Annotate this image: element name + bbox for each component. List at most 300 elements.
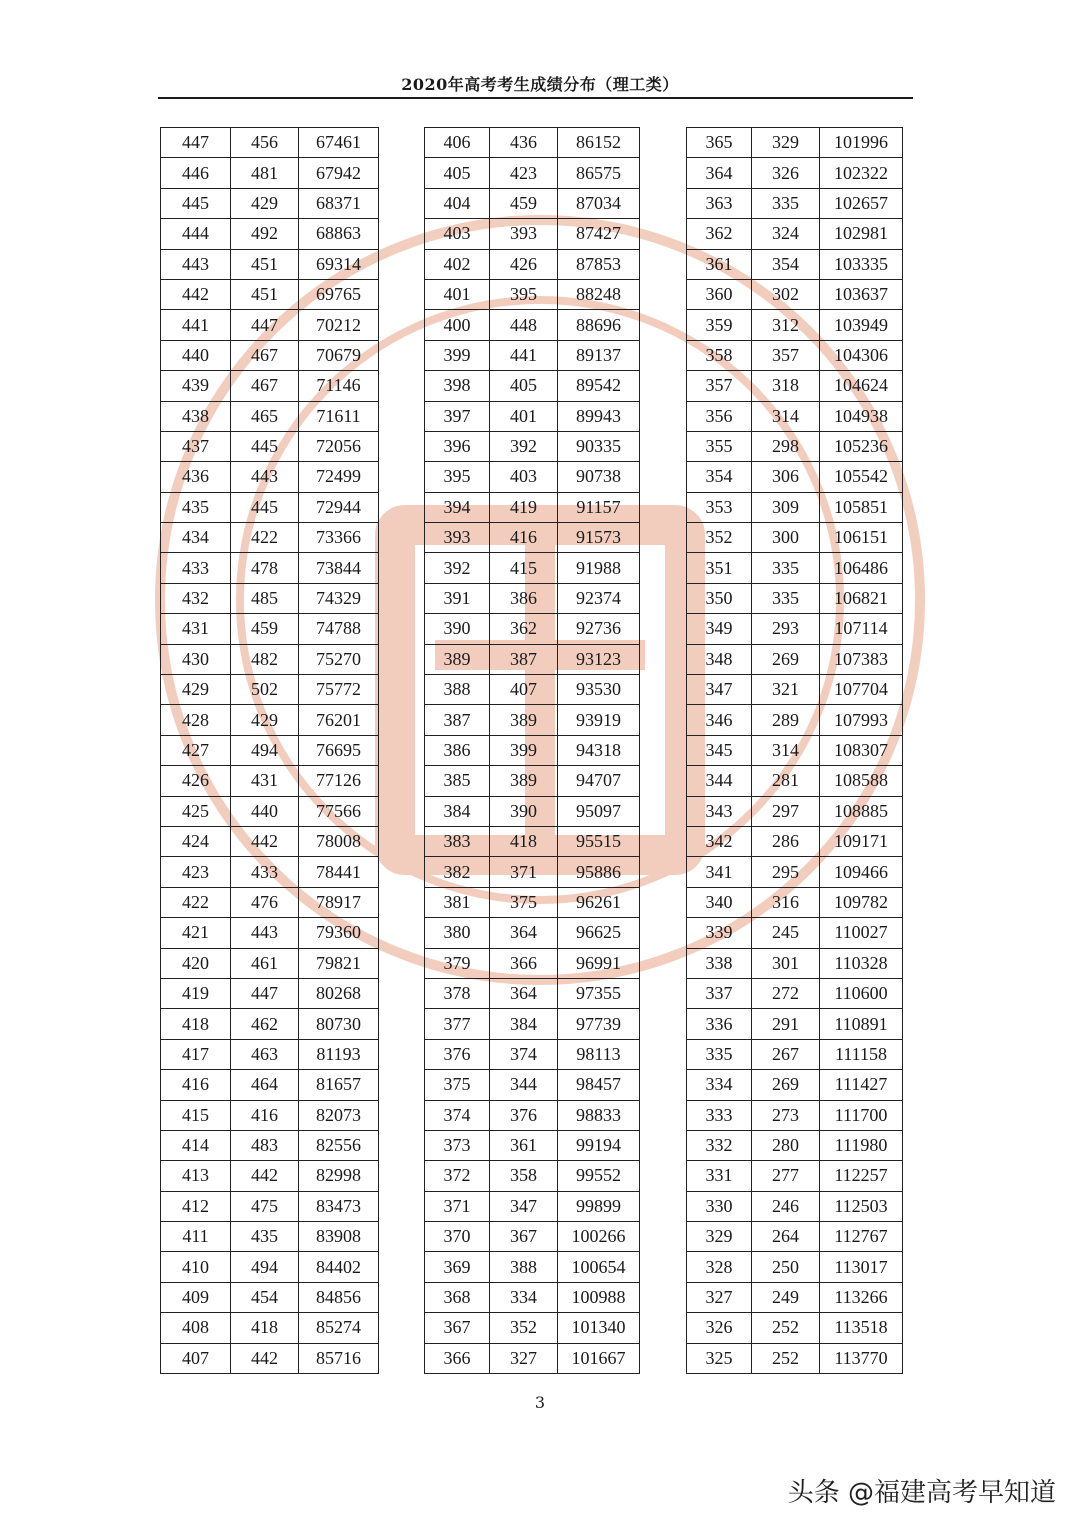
- cumulative-cell: 74788: [299, 614, 379, 644]
- count-cell: 433: [231, 857, 299, 887]
- cumulative-cell: 84402: [299, 1252, 379, 1282]
- cumulative-cell: 69314: [299, 249, 379, 279]
- count-cell: 267: [752, 1039, 820, 1069]
- score-cell: 410: [161, 1252, 231, 1282]
- cumulative-cell: 72944: [299, 492, 379, 522]
- table-row: [161, 1222, 379, 1252]
- cumulative-cell: 76201: [299, 705, 379, 735]
- count-cell: 429: [231, 705, 299, 735]
- count-cell: 415: [490, 553, 558, 583]
- cumulative-cell: 104306: [820, 340, 903, 370]
- count-cell: 295: [752, 857, 820, 887]
- cumulative-cell: 106821: [820, 583, 903, 613]
- cumulative-cell: 101667: [558, 1343, 640, 1373]
- count-cell: 416: [231, 1100, 299, 1130]
- score-cell: 418: [161, 1009, 231, 1039]
- cumulative-cell: 113017: [820, 1252, 903, 1282]
- score-cell: 383: [425, 826, 490, 856]
- count-cell: 443: [231, 462, 299, 492]
- count-cell: 344: [490, 1070, 558, 1100]
- table-row: [425, 1070, 640, 1100]
- score-cell: 426: [161, 766, 231, 796]
- cumulative-cell: 110328: [820, 948, 903, 978]
- score-cell: 381: [425, 887, 490, 917]
- table-row: [161, 1100, 379, 1130]
- table-row: [161, 249, 379, 279]
- score-cell: 390: [425, 614, 490, 644]
- page-title: 2020年高考考生成绩分布（理工类）: [401, 75, 679, 94]
- table-row: [161, 279, 379, 309]
- score-cell: 442: [161, 279, 231, 309]
- score-table-1: [160, 127, 379, 1374]
- cumulative-cell: 69765: [299, 279, 379, 309]
- table-row: [161, 766, 379, 796]
- score-cell: 405: [425, 158, 490, 188]
- table-row: [425, 310, 640, 340]
- count-cell: 481: [231, 158, 299, 188]
- score-cell: 350: [687, 583, 752, 613]
- table-row: [161, 675, 379, 705]
- cumulative-cell: 70212: [299, 310, 379, 340]
- score-cell: 342: [687, 826, 752, 856]
- cumulative-cell: 94318: [558, 735, 640, 765]
- table-row: [425, 675, 640, 705]
- table-row: [161, 826, 379, 856]
- count-cell: 418: [231, 1313, 299, 1343]
- score-cell: 334: [687, 1070, 752, 1100]
- cumulative-cell: 72056: [299, 431, 379, 461]
- table-row: [687, 462, 903, 492]
- score-cell: 328: [687, 1252, 752, 1282]
- table-row: [687, 128, 903, 158]
- count-cell: 502: [231, 675, 299, 705]
- cumulative-cell: 108588: [820, 766, 903, 796]
- cumulative-cell: 112257: [820, 1161, 903, 1191]
- table-row: [687, 948, 903, 978]
- count-cell: 309: [752, 492, 820, 522]
- cumulative-cell: 111980: [820, 1130, 903, 1160]
- cumulative-cell: 110891: [820, 1009, 903, 1039]
- cumulative-cell: 99552: [558, 1161, 640, 1191]
- count-cell: 281: [752, 766, 820, 796]
- count-cell: 401: [490, 401, 558, 431]
- table-row: [687, 219, 903, 249]
- cumulative-cell: 108885: [820, 796, 903, 826]
- count-cell: 465: [231, 401, 299, 431]
- cumulative-cell: 68863: [299, 219, 379, 249]
- score-cell: 429: [161, 675, 231, 705]
- score-cell: 391: [425, 583, 490, 613]
- table-row: [161, 735, 379, 765]
- count-cell: 478: [231, 553, 299, 583]
- score-cell: 330: [687, 1191, 752, 1221]
- cumulative-cell: 98833: [558, 1100, 640, 1130]
- cumulative-cell: 81657: [299, 1070, 379, 1100]
- count-cell: 384: [490, 1009, 558, 1039]
- score-cell: 364: [687, 158, 752, 188]
- count-cell: 318: [752, 371, 820, 401]
- cumulative-cell: 72499: [299, 462, 379, 492]
- table-row: [161, 1130, 379, 1160]
- count-cell: 354: [752, 249, 820, 279]
- cumulative-cell: 113266: [820, 1282, 903, 1312]
- table-row: [425, 249, 640, 279]
- cumulative-cell: 86152: [558, 128, 640, 158]
- table-row: [687, 1100, 903, 1130]
- score-cell: 372: [425, 1161, 490, 1191]
- count-cell: 429: [231, 188, 299, 218]
- count-cell: 286: [752, 826, 820, 856]
- cumulative-cell: 83908: [299, 1222, 379, 1252]
- table-row: [161, 1282, 379, 1312]
- score-cell: 339: [687, 918, 752, 948]
- cumulative-cell: 71611: [299, 401, 379, 431]
- table-row: [425, 1130, 640, 1160]
- count-cell: 422: [231, 523, 299, 553]
- cumulative-cell: 99194: [558, 1130, 640, 1160]
- table-row: [425, 1282, 640, 1312]
- count-cell: 298: [752, 431, 820, 461]
- table-row: [161, 553, 379, 583]
- score-cell: 326: [687, 1313, 752, 1343]
- score-cell: 394: [425, 492, 490, 522]
- count-cell: 454: [231, 1282, 299, 1312]
- cumulative-cell: 67942: [299, 158, 379, 188]
- table-row: [687, 523, 903, 553]
- score-cell: 336: [687, 1009, 752, 1039]
- score-cell: 411: [161, 1222, 231, 1252]
- count-cell: 442: [231, 826, 299, 856]
- count-cell: 445: [231, 431, 299, 461]
- count-cell: 494: [231, 1252, 299, 1282]
- cumulative-cell: 87034: [558, 188, 640, 218]
- cumulative-cell: 92374: [558, 583, 640, 613]
- cumulative-cell: 112767: [820, 1222, 903, 1252]
- score-cell: 437: [161, 431, 231, 461]
- score-cell: 389: [425, 644, 490, 674]
- table-row: [687, 766, 903, 796]
- score-cell: 335: [687, 1039, 752, 1069]
- score-cell: 331: [687, 1161, 752, 1191]
- table-row: [161, 1313, 379, 1343]
- count-cell: 399: [490, 735, 558, 765]
- score-cell: 343: [687, 796, 752, 826]
- score-cell: 413: [161, 1161, 231, 1191]
- count-cell: 464: [231, 1070, 299, 1100]
- header-divider: [158, 97, 913, 99]
- source-credit: 头条 @福建高考早知道: [787, 1478, 1056, 1508]
- score-cell: 376: [425, 1039, 490, 1069]
- cumulative-cell: 91157: [558, 492, 640, 522]
- cumulative-cell: 109466: [820, 857, 903, 887]
- table-row: [687, 1343, 903, 1373]
- score-cell: 412: [161, 1191, 231, 1221]
- score-cell: 392: [425, 553, 490, 583]
- count-cell: 403: [490, 462, 558, 492]
- cumulative-cell: 73366: [299, 523, 379, 553]
- score-cell: 431: [161, 614, 231, 644]
- count-cell: 273: [752, 1100, 820, 1130]
- cumulative-cell: 97355: [558, 978, 640, 1008]
- cumulative-cell: 81193: [299, 1039, 379, 1069]
- table-row: [425, 219, 640, 249]
- cumulative-cell: 73844: [299, 553, 379, 583]
- count-cell: 423: [490, 158, 558, 188]
- cumulative-cell: 89137: [558, 340, 640, 370]
- score-cell: 434: [161, 523, 231, 553]
- count-cell: 485: [231, 583, 299, 613]
- count-cell: 358: [490, 1161, 558, 1191]
- cumulative-cell: 96625: [558, 918, 640, 948]
- cumulative-cell: 98113: [558, 1039, 640, 1069]
- score-cell: 371: [425, 1191, 490, 1221]
- cumulative-cell: 107993: [820, 705, 903, 735]
- cumulative-cell: 97739: [558, 1009, 640, 1039]
- table-row: [687, 1130, 903, 1160]
- score-cell: 351: [687, 553, 752, 583]
- count-cell: 461: [231, 948, 299, 978]
- table-row: [425, 401, 640, 431]
- cumulative-cell: 96261: [558, 887, 640, 917]
- cumulative-cell: 104624: [820, 371, 903, 401]
- score-cell: 325: [687, 1343, 752, 1373]
- table-row: [687, 553, 903, 583]
- score-cell: 428: [161, 705, 231, 735]
- count-cell: 329: [752, 128, 820, 158]
- table-row: [687, 735, 903, 765]
- count-cell: 314: [752, 401, 820, 431]
- cumulative-cell: 107704: [820, 675, 903, 705]
- cumulative-cell: 78441: [299, 857, 379, 887]
- score-cell: 332: [687, 1130, 752, 1160]
- table-row: [687, 1039, 903, 1069]
- count-cell: 335: [752, 553, 820, 583]
- count-cell: 371: [490, 857, 558, 887]
- table-row: [425, 1313, 640, 1343]
- cumulative-cell: 76695: [299, 735, 379, 765]
- cumulative-cell: 101996: [820, 128, 903, 158]
- score-cell: 435: [161, 492, 231, 522]
- cumulative-cell: 98457: [558, 1070, 640, 1100]
- cumulative-cell: 84856: [299, 1282, 379, 1312]
- score-cell: 432: [161, 583, 231, 613]
- count-cell: 366: [490, 948, 558, 978]
- score-cell: 387: [425, 705, 490, 735]
- score-cell: 396: [425, 431, 490, 461]
- table-row: [425, 1161, 640, 1191]
- count-cell: 475: [231, 1191, 299, 1221]
- cumulative-cell: 95097: [558, 796, 640, 826]
- score-cell: 393: [425, 523, 490, 553]
- table-row: [425, 1191, 640, 1221]
- table-row: [425, 583, 640, 613]
- table-row: [425, 735, 640, 765]
- table-row: [425, 766, 640, 796]
- count-cell: 418: [490, 826, 558, 856]
- table-row: [687, 249, 903, 279]
- cumulative-cell: 100266: [558, 1222, 640, 1252]
- score-cell: 379: [425, 948, 490, 978]
- cumulative-cell: 105236: [820, 431, 903, 461]
- count-cell: 327: [490, 1343, 558, 1373]
- table-row: [161, 158, 379, 188]
- table-row: [425, 553, 640, 583]
- table-row: [425, 887, 640, 917]
- table-row: [425, 188, 640, 218]
- score-cell: 419: [161, 978, 231, 1008]
- count-cell: 272: [752, 978, 820, 1008]
- score-cell: 407: [161, 1343, 231, 1373]
- cumulative-cell: 106486: [820, 553, 903, 583]
- table-row: [687, 887, 903, 917]
- cumulative-cell: 100988: [558, 1282, 640, 1312]
- score-cell: 402: [425, 249, 490, 279]
- table-row: [687, 796, 903, 826]
- count-cell: 467: [231, 340, 299, 370]
- score-cell: 409: [161, 1282, 231, 1312]
- score-cell: 344: [687, 766, 752, 796]
- score-cell: 385: [425, 766, 490, 796]
- score-cell: 424: [161, 826, 231, 856]
- table-row: [161, 1161, 379, 1191]
- count-cell: 280: [752, 1130, 820, 1160]
- table-row: [687, 371, 903, 401]
- count-cell: 405: [490, 371, 558, 401]
- score-cell: 363: [687, 188, 752, 218]
- count-cell: 314: [752, 735, 820, 765]
- table-row: [161, 310, 379, 340]
- score-cell: 362: [687, 219, 752, 249]
- cumulative-cell: 107383: [820, 644, 903, 674]
- table-row: [425, 1252, 640, 1282]
- count-cell: 407: [490, 675, 558, 705]
- cumulative-cell: 80730: [299, 1009, 379, 1039]
- table-row: [161, 978, 379, 1008]
- count-cell: 361: [490, 1130, 558, 1160]
- cumulative-cell: 70679: [299, 340, 379, 370]
- count-cell: 442: [231, 1161, 299, 1191]
- cumulative-cell: 80268: [299, 978, 379, 1008]
- count-cell: 435: [231, 1222, 299, 1252]
- score-cell: 398: [425, 371, 490, 401]
- table-row: [687, 1222, 903, 1252]
- table-row: [161, 340, 379, 370]
- cumulative-cell: 78917: [299, 887, 379, 917]
- count-cell: 445: [231, 492, 299, 522]
- table-row: [161, 1070, 379, 1100]
- cumulative-cell: 90335: [558, 431, 640, 461]
- cumulative-cell: 102322: [820, 158, 903, 188]
- table-row: [687, 1161, 903, 1191]
- table-row: [425, 918, 640, 948]
- cumulative-cell: 103637: [820, 279, 903, 309]
- count-cell: 442: [231, 1343, 299, 1373]
- score-cell: 378: [425, 978, 490, 1008]
- cumulative-cell: 95515: [558, 826, 640, 856]
- table-row: [425, 128, 640, 158]
- cumulative-cell: 68371: [299, 188, 379, 218]
- cumulative-cell: 79360: [299, 918, 379, 948]
- score-cell: 441: [161, 310, 231, 340]
- cumulative-cell: 111158: [820, 1039, 903, 1069]
- count-cell: 301: [752, 948, 820, 978]
- score-cell: 333: [687, 1100, 752, 1130]
- count-cell: 389: [490, 766, 558, 796]
- score-cell: 358: [687, 340, 752, 370]
- count-cell: 306: [752, 462, 820, 492]
- table-row: [161, 492, 379, 522]
- score-cell: 414: [161, 1130, 231, 1160]
- table-row: [687, 1009, 903, 1039]
- score-cell: 446: [161, 158, 231, 188]
- count-cell: 494: [231, 735, 299, 765]
- table-row: [687, 826, 903, 856]
- score-cell: 338: [687, 948, 752, 978]
- score-cell: 367: [425, 1313, 490, 1343]
- score-cell: 368: [425, 1282, 490, 1312]
- count-cell: 492: [231, 219, 299, 249]
- page-number: 3: [534, 1393, 546, 1412]
- table-row: [687, 978, 903, 1008]
- table-row: [425, 431, 640, 461]
- count-cell: 300: [752, 523, 820, 553]
- table-row: [425, 340, 640, 370]
- score-cell: 327: [687, 1282, 752, 1312]
- score-cell: 444: [161, 219, 231, 249]
- score-cell: 329: [687, 1222, 752, 1252]
- cumulative-cell: 71146: [299, 371, 379, 401]
- score-cell: 359: [687, 310, 752, 340]
- count-cell: 467: [231, 371, 299, 401]
- count-cell: 426: [490, 249, 558, 279]
- count-cell: 476: [231, 887, 299, 917]
- table-row: [687, 705, 903, 735]
- cumulative-cell: 99899: [558, 1191, 640, 1221]
- table-row: [425, 279, 640, 309]
- table-row: [161, 401, 379, 431]
- count-cell: 386: [490, 583, 558, 613]
- score-cell: 360: [687, 279, 752, 309]
- cumulative-cell: 83473: [299, 1191, 379, 1221]
- score-cell: 416: [161, 1070, 231, 1100]
- count-cell: 441: [490, 340, 558, 370]
- table-row: [687, 310, 903, 340]
- cumulative-cell: 88248: [558, 279, 640, 309]
- cumulative-cell: 109782: [820, 887, 903, 917]
- cumulative-cell: 77566: [299, 796, 379, 826]
- count-cell: 483: [231, 1130, 299, 1160]
- score-cell: 447: [161, 128, 231, 158]
- cumulative-cell: 79821: [299, 948, 379, 978]
- count-cell: 245: [752, 918, 820, 948]
- count-cell: 376: [490, 1100, 558, 1130]
- cumulative-cell: 77126: [299, 766, 379, 796]
- score-cell: 361: [687, 249, 752, 279]
- count-cell: 326: [752, 158, 820, 188]
- table-row: [425, 1009, 640, 1039]
- cumulative-cell: 112503: [820, 1191, 903, 1221]
- cumulative-cell: 74329: [299, 583, 379, 613]
- table-row: [425, 644, 640, 674]
- table-row: [161, 583, 379, 613]
- score-cell: 386: [425, 735, 490, 765]
- table-row: [161, 523, 379, 553]
- count-cell: 302: [752, 279, 820, 309]
- table-row: [687, 401, 903, 431]
- table-row: [161, 1252, 379, 1282]
- cumulative-cell: 75270: [299, 644, 379, 674]
- table-row: [161, 887, 379, 917]
